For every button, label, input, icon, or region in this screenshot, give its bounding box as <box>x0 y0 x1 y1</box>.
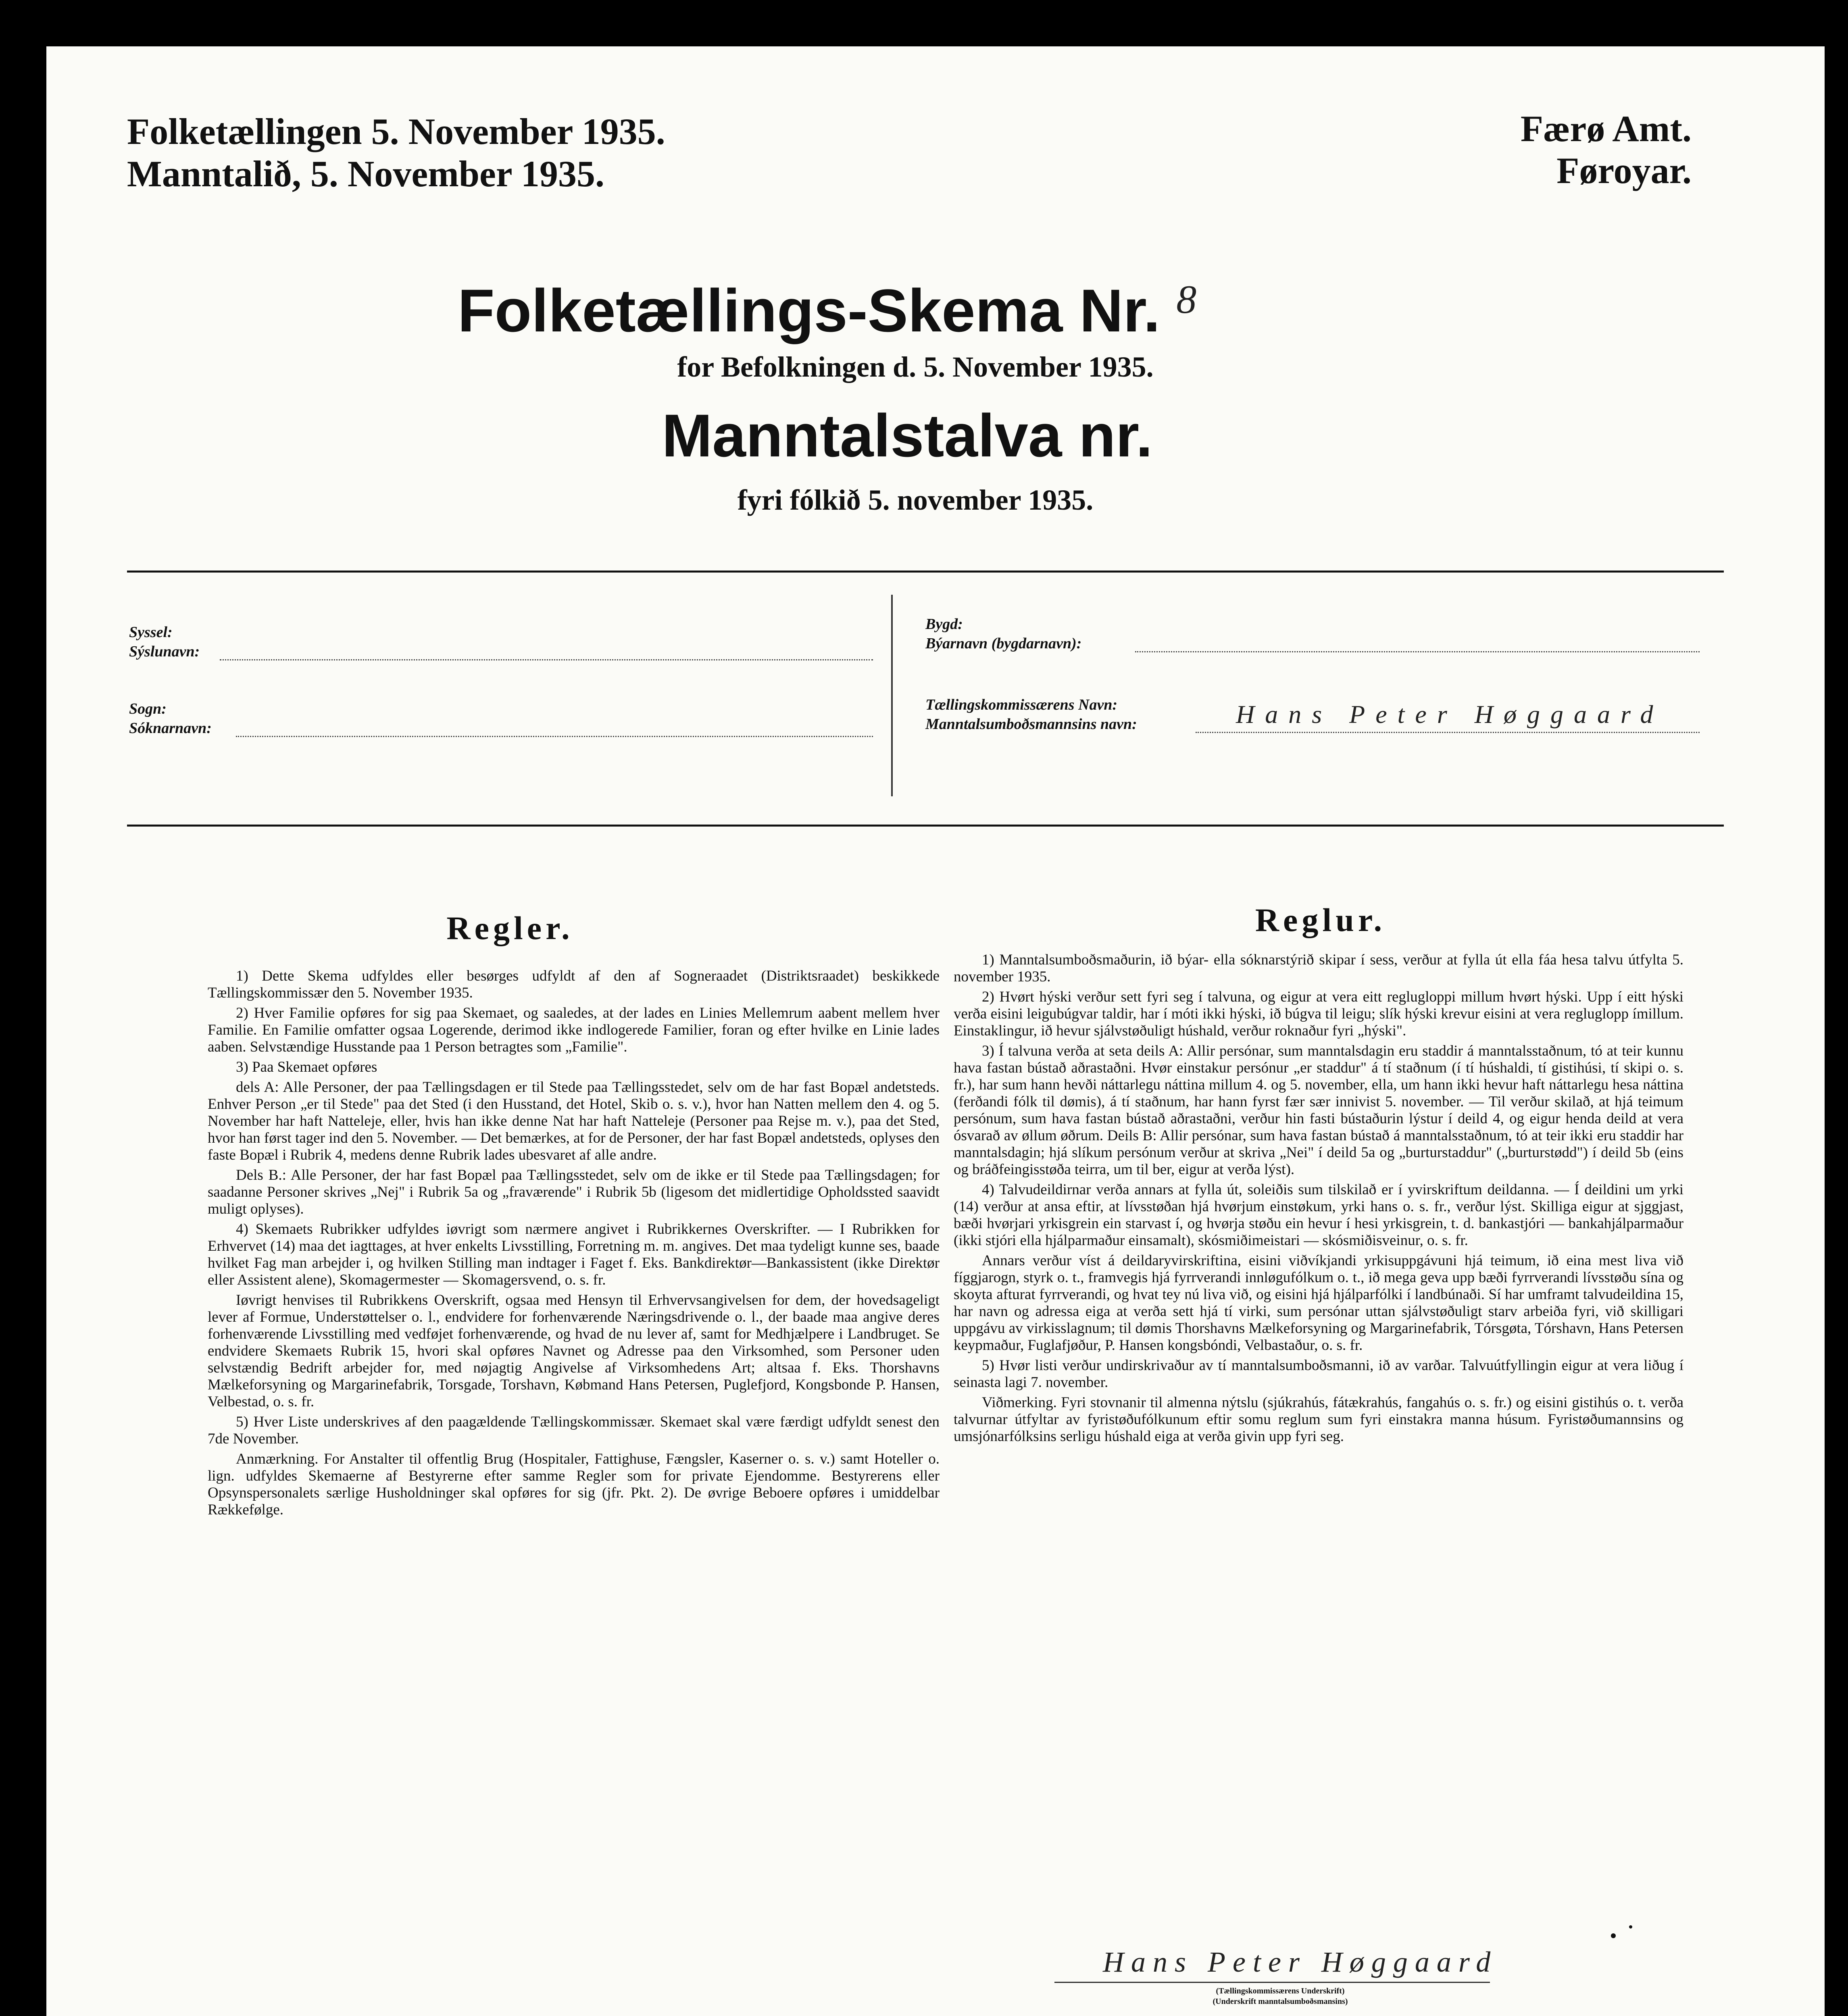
bottom-rule <box>127 825 1724 827</box>
bygd-input-line <box>1135 651 1700 652</box>
rules-fo-paragraph: 2) Hvørt hýski verður sett fyri seg í talvuna, og eigur at vera eitt reglugloppi millum hvørt hýski. Upp í eitt hýski verða eisini leigubúgvar taldir, har í móti ikki hýski, ið búgva til leigu; slík hýski krevur eisini at vera regluglopp ímillum. Einstaklingur, ið hevur sjálvstøðuligt húshald, verður roknaður fyri „hýski". <box>954 989 1683 1039</box>
header-right-line2: Føroyar. <box>1556 150 1692 191</box>
rules-da-paragraph: 4) Skemaets Rubrikker udfyldes iøvrigt som nærmere angivet i Rubrikkernes Overskrifter. — I Rubrikken for Erhvervet (14) maa det iagttages, at hver enkelts Livsstilling, Forretning m. m. angives. Det maa tydeligt kunne ses, baade hvilket Fag man arbejder i, og hvilken Stilling man indtager i Faget f. Eks. Bankdirektør—Bankassistent (ikke Direktør eller Assistent alene), Skomagermester — Skomagersvend, o. s. fr. <box>208 1221 940 1288</box>
rules-da-paragraph: 3) Paa Skemaet opføres <box>236 1059 377 1075</box>
commissioner-label: Tællingskommissærens Navn: <box>925 696 1118 713</box>
form-title-text: Folketællings-Skema Nr. <box>458 277 1160 344</box>
rules-fo-paragraph: 3) Í talvuna verða at seta deils A: Allir persónar, sum manntalsdagin eru staddir á manntalsstaðnum, tó at teir kunnu hava fastan bústað aðrastaðni. Hvør einstakur persónur „er staddur" á tí staðnum (í tí húshaldi, tí gistihúsi, tí skipi o. s. fr.), har sum hann hevði náttarlegu náttina millum 4. og 5. november, ella, um hann ikki hevur haft náttarlegu hesa náttina (ferðandi fólk til dømis), á tí staðnum, har hann fyrst fær sær innivist 5. november. — Til verður skilað, at hjá teimum persónum, sum hava fastan bústað aðrastaðni, verður hin fasti bústaðurin lýstur í deild 4, og eigur henda deild at vera ósvarað av øllum øðrum. Deils B: Allir persónar, sum hava fastan bústað á manntalsstaðnum, tó at teir ikki eru staddir har manntalsdagin; hjá slíkum persónum verður at skriva „Nei" í deild 5a og „burturstaddur" („burturstødd") í deild 5b (eins og bráðfeingisstøða teirra, um til ber, eigur at verða lýst). <box>954 1043 1683 1178</box>
rules-da-paragraph: 1) Dette Skema udfyldes eller besørges udfyldt af den af Sogneraadet (Distriktsraadet) beskikkede Tællingskommissær den 5. November 1935. <box>208 968 940 1001</box>
signature-caption-da: (Tællingskommissærens Underskrift) <box>1216 1987 1345 1995</box>
rules-fo-paragraph: Annars verður víst á deildaryvirskriftina, eisini viðvíkjandi yrkisuppgávuni hjá teimum, ið eina mest liva við fíggjarogn, styrk o. t., framvegis hjá fyrrverandi innløgufólkum o. t., ið mega geva upp bæði fyrrverandi lívsstøðu sína og skoyta afturat fyrrverandi, og hvat tey nú liva við, og eisini hjá hjálparfólki í landbúnaði. Sí har umframt talvudeildina 15, har navn og adressa eiga at verða sett hjá tí virki, sum persónar uttan sjálvstøðuligt starv arbeiða fyri, við skilligari uppgávu av virkisslagnum; til dømis Thorshavns Mælkeforsyning og Margarinefabrik, Tórsgøta, Tórshavn, Hans Petersen keypmaður, Fuglafjøður, P. Hansen kongsbóndi, Velbastaður, o. s. fr. <box>954 1252 1683 1354</box>
rules-da-column <box>208 968 940 1522</box>
header-left-line1: Folketællingen 5. November 1935. <box>127 111 665 152</box>
rules-fo-title: Reglur. <box>1255 902 1386 938</box>
syssel-label: Syssel: <box>129 624 173 641</box>
signature-handwritten: Hans Peter Høggaard <box>1103 1946 1498 1978</box>
rules-da-paragraph: Anmærkning. For Anstalter til offentlig Brug (Hospitaler, Fattighuse, Fængsler, Kaserner o. s. v.) samt Hoteller o. lign. udfyldes Skemaerne af Bestyrerne efter samme Regler som for private Ejendomme. Bestyrerens eller Opsynspersonalets særlige Husholdninger skal opføres for sig (jfr. Pkt. 2). De øvrige Beboere opføres i umiddelbar Rækkefølge. <box>208 1451 940 1518</box>
field-divider <box>891 595 893 796</box>
soknarnavn-label: Sóknarnavn: <box>129 720 212 737</box>
byarnavn-label: Býarnavn (bygdarnavn): <box>925 635 1082 652</box>
syssel-input-line <box>220 659 873 660</box>
rules-fo-paragraph: 5) Hvør listi verður undirskrivaður av tí manntalsumboðsmanni, ið av varðar. Talvuútfyllingin eigur at vera liðug í seinasta lagi 7. november. <box>954 1357 1683 1391</box>
rules-fo-paragraph: Viðmerking. Fyri stovnanir til almenna nýtslu (sjúkrahús, fátækrahús, fangahús o. s. fr.) og eisini gistihús o. t. verða talvurnar útfyltar av fyristøðufólkunum eftir somu reglum sum fyri einstakra manna húsum. Fyristøðumannsins og umsjónarfólksins serligu húshald eiga at verða givin upp fyri seg. <box>954 1394 1683 1445</box>
rules-fo-paragraph: 4) Talvudeildirnar verða annars at fylla út, soleiðis sum tilskilað er í yvirskriftum deildanna. — Í deildini um yrki (14) verður at ansa eftir, at lívsstøðan hjá hvørjum einstøkum, yrki hans o. s. fr., verður lýst. Skilliga eigur at sjggjast, bæði hvørjari yrkisgrein ein starvast í, og hvørja støðu ein hevur í hesi yrkisgrein, t. d. bankastjóri — bankahjálparmaður (ikki stjóri ella hjálparmaður einsamalt), skósmiðimeistari — skósmiðisveinur, o. s. fr. <box>954 1181 1683 1249</box>
rules-da-paragraph: Iøvrigt henvises til Rubrikkens Overskrift, ogsaa med Hensyn til Erhvervsangivelsen for dem, der hovedsageligt lever af Formue, Understøttelser o. l., endvidere for forhenværende Næringsdrivende o. l., der baade maa angive deres forhenværende Livsstilling med vedføjet forhenværende, og hvad de nu lever af, samt for Medhjælpere i Landbruget. Se endvidere Skemaets Rubrik 15, hvori skal opføres Navnet og Adresse paa den Virksomhed, som Personer uden selvstændig Bedrift arbejder for, med nøjagtig Angivelse af Virksomhedens Art; altsaa f. Eks. Thorshavns Mælkeforsyning og Margarinefabrik, Torsgade, Torshavn, Købmand Hans Petersen, Puglefjord, Kongsbonde P. Hansen, Velbestad, o. s. fr. <box>208 1292 940 1410</box>
rules-da-title: Regler. <box>446 910 574 946</box>
signature-caption-fo: (Underskrift manntalsumboðsmansins) <box>1213 1997 1348 2006</box>
ink-speck <box>1629 1925 1632 1929</box>
ink-speck <box>1611 1933 1616 1938</box>
rules-da-paragraph: 5) Hver Liste underskrives af den paagældende Tællingskommissær. Skemaet skal være færdigt udfyldt senest den 7de November. <box>208 1414 940 1447</box>
rules-da-paragraph: dels A: Alle Personer, der paa Tællingsdagen er til Stede paa Tællingsstedet, selv om de har fast Bopæl andetsteds. Enhver Person „er til Stede" paa det Sted (i den Husstand, det Hotel, Skib o. s. v.), hvor han Natten mellem den 4. og 5. November har haft Natteleje, eller, hvis han ikke denne Nat har haft Natteleje (Personer paa Rejse m. v.), paa det Sted, hvor han først tager ind den 5. November. — Det bemærkes, at for de Personer, der har fast Bopæl andetsteds, oplyses den faste Bopæl i Rubrik 4, medens denne Rubrik lades ubesvaret af alle andre. <box>208 1079 940 1163</box>
rules-da-paragraph: 2) Hver Familie opføres for sig paa Skemaet, og saaledes, at der lades en Linies Mellemrum aabent mellem hver Familie. En Familie omfatter ogsaa Logerende, derimod ikke indlogerede Familier, foran og efter hvilke en Linie lades aaben. Selvstændige Husstande paa 1 Person betragtes som „Familie". <box>208 1005 940 1055</box>
commissioner-input-line <box>1196 732 1700 733</box>
manntal-label: Manntalsumboðsmannsins navn: <box>925 716 1137 733</box>
rules-fo-column <box>954 952 1683 1448</box>
census-form-page <box>46 46 1825 2016</box>
bygd-label: Bygd: <box>925 616 963 633</box>
sogn-input-line <box>236 736 873 737</box>
commissioner-handwritten-name: Hans Peter Høggaard <box>1236 700 1664 729</box>
rules-da-paragraph: Dels B.: Alle Personer, der har fast Bopæl paa Tællingsstedet, selv om de ikke er til Stede paa Tællingsdagen; for saadanne Personer skrives „Nej" i Rubrik 5a og „fraværende" i Rubrik 5b (ligesom det midlertidige Opholdssted saavidt muligt oplyses). <box>208 1167 940 1217</box>
form-title <box>458 276 1198 345</box>
form-title-fo: Manntalstalva nr. <box>662 402 1153 469</box>
form-number: 8 <box>1176 277 1198 322</box>
form-subtitle-da: for Befolkningen d. 5. November 1935. <box>677 351 1154 383</box>
form-subtitle-fo: fyri fólkið 5. november 1935. <box>737 484 1094 516</box>
sogn-label: Sogn: <box>129 700 167 717</box>
rules-fo-paragraph: 1) Manntalsumboðsmaðurin, ið býar- ella sóknarstýrið skipar í sess, verður at fylla út ella fáa hesa talvu útfylta 5. november 1935. <box>954 952 1683 985</box>
syslunavn-label: Sýslunavn: <box>129 643 200 660</box>
header-left-line2: Manntalið, 5. November 1935. <box>127 153 605 194</box>
header-right-line1: Færø Amt. <box>1520 108 1692 149</box>
top-rule <box>127 571 1724 573</box>
signature-line <box>1054 1982 1490 1983</box>
